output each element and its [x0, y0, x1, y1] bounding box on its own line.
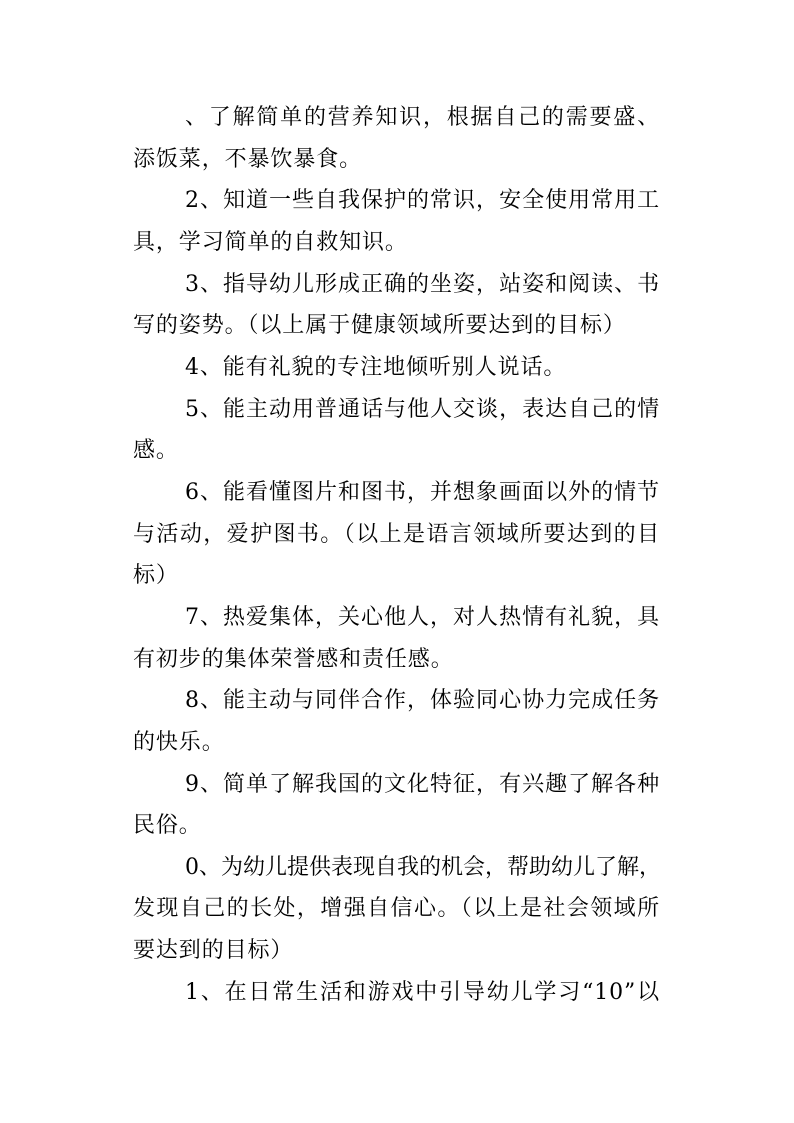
text-line: 添饭菜，不暴饮暴食。: [133, 146, 363, 172]
text-line: 民俗。: [133, 813, 202, 839]
text-line: 0、为幼儿提供表现自我的机会，帮助幼儿了解，: [185, 854, 661, 880]
text-line: 6、能看懂图片和图书，并想象画面以外的情节: [185, 479, 660, 505]
paragraph-confidence: [133, 847, 660, 972]
text-line: 写的姿势。（以上属于健康领域所要达到的目标）: [133, 313, 626, 339]
text-line: 具，学习简单的自救知识。: [133, 229, 408, 255]
paragraph-speaking: [133, 389, 660, 472]
text-line: 4、能有礼貌的专注地倾听别人说话。: [185, 354, 567, 380]
text-line: 3、指导幼儿形成正确的坐姿，站姿和阅读、书: [185, 271, 660, 297]
paragraph-cooperation: [133, 680, 660, 763]
text-line: 要达到的目标）: [133, 938, 294, 964]
paragraph-reading: [133, 472, 660, 597]
text-line: 7、热爱集体，关心他人，对人热情有礼貌，具: [185, 604, 660, 630]
text-line: 2、知道一些自我保护的常识，安全使用常用工: [185, 188, 660, 214]
text-line: 8、能主动与同伴合作，体验同心协力完成任务: [185, 688, 660, 714]
paragraph-listening: [133, 347, 660, 389]
text-line: 、了解简单的营养知识，根据自己的需要盛、: [185, 105, 660, 130]
text-line: 标）: [133, 563, 179, 589]
text-line: 发现自己的长处，增强自信心。（以上是社会领域所: [133, 896, 660, 922]
paragraph-self-protection: [133, 180, 660, 263]
text-line: 的快乐。: [133, 729, 225, 755]
paragraph-nutrition: [133, 97, 660, 180]
text-line: 有初步的集体荣誉感和责任感。: [133, 646, 454, 672]
paragraph-culture: [133, 764, 660, 847]
paragraph-posture: [133, 264, 660, 347]
text-line: 9、简单了解我国的文化特征，有兴趣了解各种: [185, 771, 660, 797]
paragraph-math: [133, 972, 660, 1014]
document-page: [133, 97, 660, 1013]
text-line: 感。: [133, 438, 179, 464]
text-line: 与活动，爱护图书。（以上是语言领域所要达到的目: [133, 521, 660, 547]
text-line: 1、在日常生活和游戏中引导幼儿学习“10”以: [185, 979, 660, 1005]
paragraph-collective: [133, 597, 660, 680]
text-line: 5、能主动用普通话与他人交谈，表达自己的情: [185, 396, 660, 422]
